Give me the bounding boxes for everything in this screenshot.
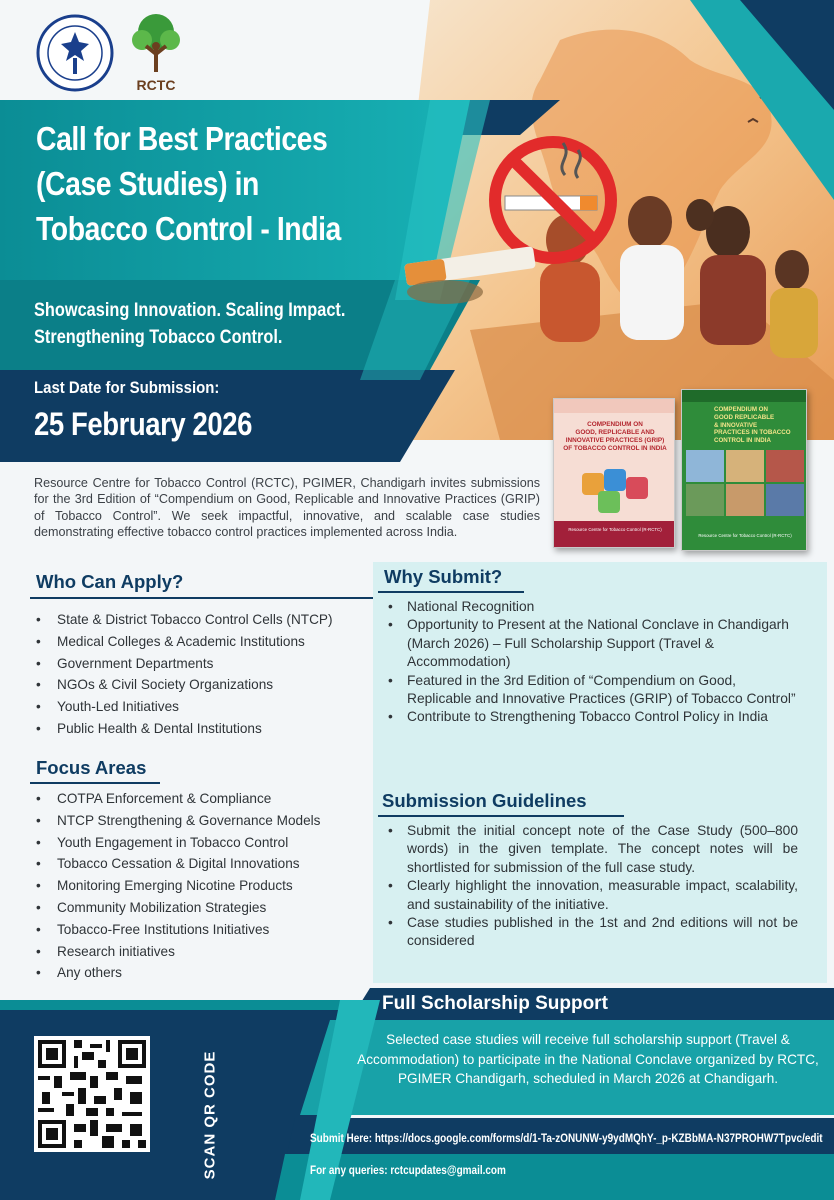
list-item: • Submit the initial concept note of the Case Study (500–800 words) in the given template. The concept notes will be shortlisted for submission of the full case study. <box>382 822 798 877</box>
list-item: • Public Health & Dental Institutions <box>32 718 372 740</box>
list-item: • Featured in the 3rd Edition of “Compendium on Good, Replicable and Innovative Practices (GRIP) of Tobacco Control” <box>382 672 798 709</box>
list-item: • Government Departments <box>32 653 372 675</box>
list-item: • Community Mobilization Strategies <box>32 897 372 919</box>
book-title-line: COMPENDIUM ON <box>714 406 768 413</box>
qr-code[interactable] <box>34 1036 150 1152</box>
scholarship-heading: Full Scholarship Support <box>382 993 608 1014</box>
list-item: • Opportunity to Present at the National Conclave in Chandigarh (March 2026) – Full Scholarship Support (Travel & Accommodation) <box>382 616 798 671</box>
list-item: • Youth Engagement in Tobacco Control <box>32 832 372 854</box>
scholarship-text: Selected case studies will receive full scholarship support (Travel & Accommodation) to participate in the National Conclave organized by RCTC, PGIMER Chandigarh, scheduled in March 2026 at Chandigarh. <box>357 1032 819 1087</box>
heading-underline <box>378 591 524 593</box>
list-item: • National Recognition <box>382 598 798 616</box>
list-item: • Youth-Led Initiatives <box>32 696 372 718</box>
book-title-line: PRACTICES IN TOBACCO <box>714 429 791 437</box>
list-item: • Medical Colleges & Academic Institutions <box>32 631 372 653</box>
list-item: • Any others <box>32 962 372 984</box>
puzzle-illustration <box>574 465 656 515</box>
pgimer-logo <box>36 14 114 92</box>
list-item: • Research initiatives <box>32 941 372 963</box>
book-title-line: OF TOBACCO CONTROL IN INDIA <box>563 445 667 452</box>
who-can-apply-list <box>32 609 372 740</box>
why-submit-heading: Why Submit? <box>384 566 503 587</box>
tagline-line: Showcasing Innovation. Scaling Impact. <box>34 300 346 321</box>
intro-paragraph: Resource Centre for Tobacco Control (RCTC), PGIMER, Chandigarh invites submissions for the 3rd Edition of “Compendium on Good, Replicable and Innovative Practices (GRIP) of Tobacco Control”. We seek impactful, innovative, and scalable case studies demonstrating effective tobacco control practices implemented across India. <box>34 476 540 540</box>
compendium-cover-practices <box>681 389 807 551</box>
deadline-label: Last Date for Submission: <box>34 378 220 397</box>
focus-areas-heading: Focus Areas <box>36 757 147 778</box>
heading-underline <box>378 815 624 817</box>
compendium-cover-grip <box>553 398 675 548</box>
list-item: • State & District Tobacco Control Cells (NTCP) <box>32 609 372 631</box>
book-title-line: GOOD, REPLICABLE AND <box>575 429 655 436</box>
book-title-line: GOOD REPLICABLE <box>714 413 775 421</box>
list-item: • Clearly highlight the innovation, measurable impact, scalability, and sustainability of the initiative. <box>382 877 798 914</box>
book-title-line: & INNOVATIVE <box>714 421 758 429</box>
submission-guidelines-heading: Submission Guidelines <box>382 790 587 811</box>
title-line: Tobacco Control - India <box>36 210 341 247</box>
book-title-line: CONTROL IN INDIA <box>714 437 771 445</box>
scan-qr-label: SCAN QR CODE <box>201 1050 219 1180</box>
rctc-logo-text: RCTC <box>136 77 176 93</box>
list-item: • Contribute to Strengthening Tobacco Control Policy in India <box>382 708 798 726</box>
rctc-logo <box>124 10 188 96</box>
list-item: • COTPA Enforcement & Compliance <box>32 788 372 810</box>
list-item: • Tobacco-Free Institutions Initiatives <box>32 919 372 941</box>
list-item: • Tobacco Cessation & Digital Innovations <box>32 853 372 875</box>
deadline-date: 25 February 2026 <box>34 406 253 442</box>
list-item: • NGOs & Civil Society Organizations <box>32 674 372 696</box>
list-item: • Case studies published in the 1st and 2nd editions will not be considered <box>382 914 798 951</box>
who-can-apply-heading: Who Can Apply? <box>36 571 184 592</box>
list-item: • Monitoring Emerging Nicotine Products <box>32 875 372 897</box>
book-title-line: INNOVATIVE PRACTICES (GRIP) <box>565 437 665 444</box>
book-footer: Resource Centre for Tobacco Control (R-RCTC) <box>698 533 792 538</box>
photo-collage <box>686 450 804 518</box>
submission-guidelines-list <box>382 822 798 951</box>
focus-areas-list <box>32 788 372 984</box>
contact-email[interactable]: For any queries: rctcupdates@gmail.com <box>310 1164 506 1177</box>
list-item: • NTCP Strengthening & Governance Models <box>32 810 372 832</box>
page-title <box>36 116 380 251</box>
heading-underline <box>30 597 374 599</box>
title-line: Call for Best Practices <box>36 120 328 157</box>
book-title-line: COMPENDIUM ON <box>587 421 643 428</box>
submission-link[interactable]: Submit Here: https://docs.google.com/forms/d/1-Ta-zONUNW-y9ydMQhY-_p-KZBbMA-N37PROHW7Tpvc/edit <box>310 1132 823 1145</box>
heading-underline <box>30 782 160 784</box>
scan-qr-label-container <box>196 1040 224 1190</box>
tagline <box>34 297 395 351</box>
tagline-line: Strengthening Tobacco Control. <box>34 327 283 348</box>
title-line: (Case Studies) in <box>36 165 259 202</box>
book-footer: Resource Centre for Tobacco Control (R-RCTC) <box>568 527 662 532</box>
why-submit-list <box>382 598 798 727</box>
